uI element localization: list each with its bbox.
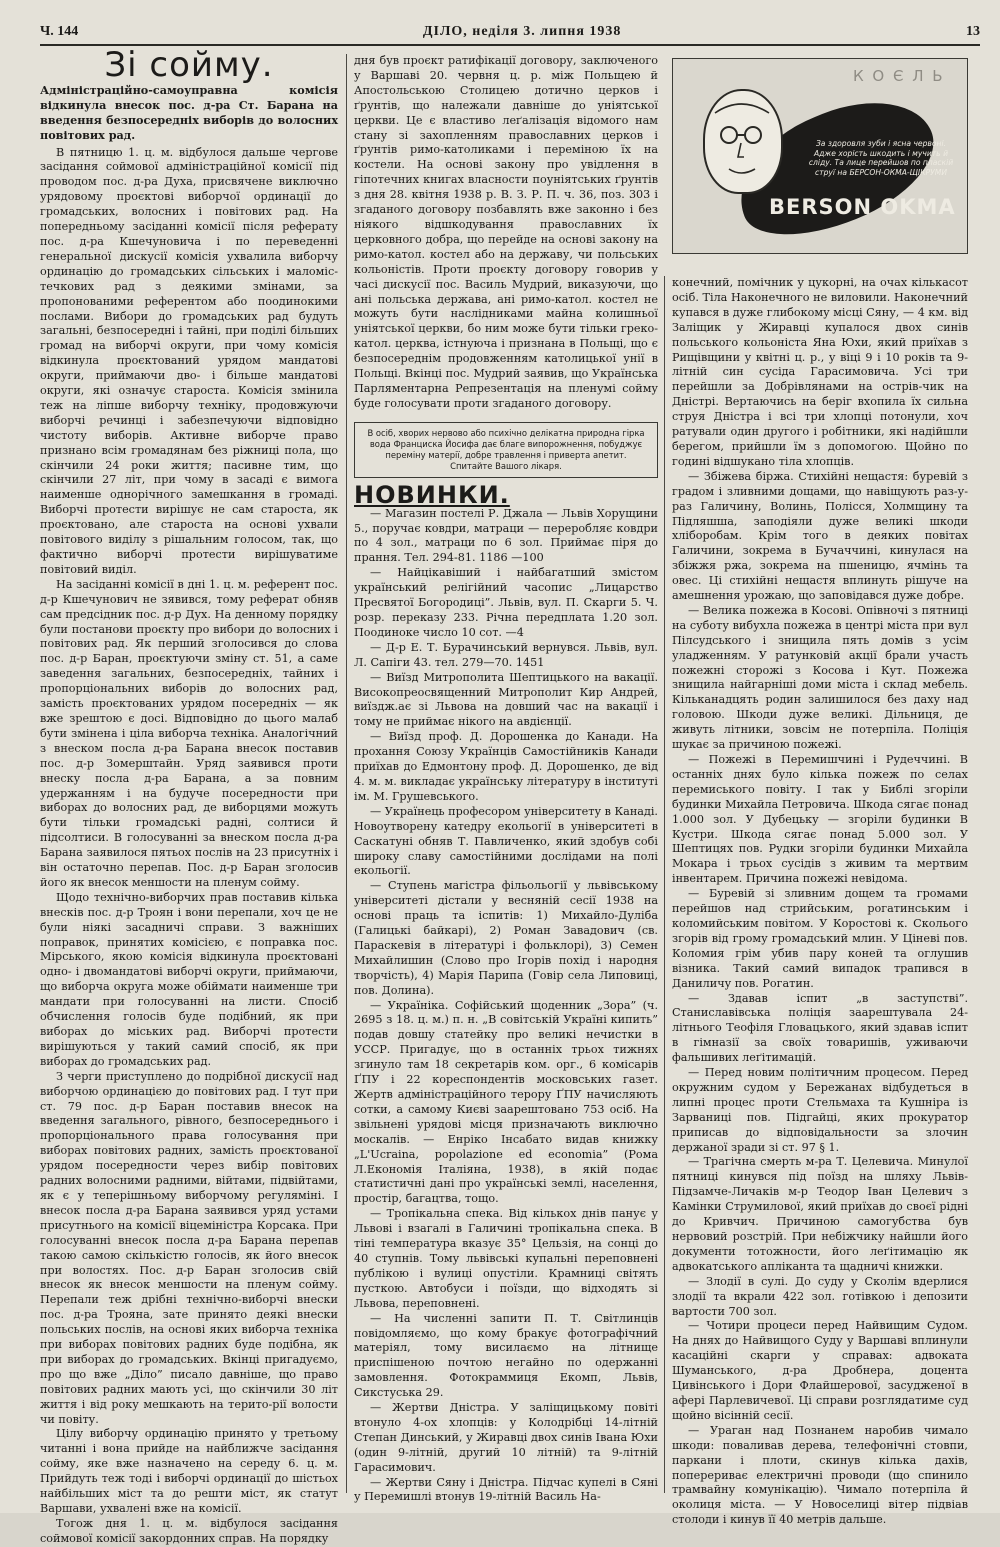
column-rule xyxy=(346,54,347,1493)
news-item: — Трагічна смерть м-ра Т. Целевича. Минулої пятниці кинувся під поїзд на шляху Львів-Підзамче-Личаків м-р Теодор Іван Целевич з Камінки Струмилової, який приїхав до своєї рідні до Кривчич. Причиною самогубства був нервовий розстрій. При небіжчику найшли його документи тотожности, його леґітимацію як адвокатського апліканта та щадничі книжки. xyxy=(672,1155,968,1273)
news-item: — Виїзд Митрополита Шептицького на вакації. Високопреосвященний Митрополит Кир Андрей, виїздж.ає зі Львова на довший час на вакації і тому не приймає нікого на авдієнції. xyxy=(354,670,658,729)
news-item: — Виїзд проф. Д. Дорошенка до Канади. На прохання Союзу Українців Самостійників Канади приїхав до Едмонтону проф. Д. Дорошенко, де від 4. м. м. викладає українську літературу в інституті ім. М. Грушевського. xyxy=(354,730,658,803)
sejm-paragraph: З черги приступлено до подрібної дискусії над виборчою ординацією до повітових рад. І тут при ст. 79 пос. д-р Баран поставив внесок на введення загального, рівного, безпосереднього і пропорціонального права голосування при виборах повітових радних, замість проєктованої урядом посередности через вибір повітових радних волосними радними, війтами, підвійтами, як є у теперішньому виборчому регуляміні. І внесок посла д-ра Барана заявився уряд устами присутнього на комісії віцеміністра Корсака. При голосуванні внесок посла д-ра Барана перепав такою самою скількістю голосів, як його внесок при волостях. Пос. д-р Баран зголосив свій внесок як внесок меншости на пленум сойму. Перепали теж дрібні технічно-виборчі внески пос. д-ра Трояна, зате принято деякі внески польських послів, на основі яких виборча техніка при виборах повітових радних буде подібна, як при виборах до громадських. Вкінці пригадуємо, про що вже „Діло” писало давніше, що право повітових радних мають усі, що скінчили 30 літ життя і від року мешкають на терито-рії волости чи повіту. xyxy=(40,1069,338,1426)
sejm-paragraph: Цілу виборчу ординацію принято у третьому читанні і вона прийде на найближче засідання сойму, яке вже назначено на середу 6. ц. м. Прийдуть теж тоді і виборчі ординації до шістьох найбільших міст та до решти міст, як статут Варшави, ухвалені вже на комісії. xyxy=(40,1427,338,1515)
berson-okma-advert xyxy=(672,58,968,254)
masthead-title-date: ДІЛО, неділя 3. липня 1938 xyxy=(422,24,622,39)
news-item: — Жертви Дністра. У заліщицькому повіті втонуло 4-ох хлопців: у Колодрібці 14-літній Степан Динський, у Жиравці двох синів Івана Юхи (один 9-літній, другий 10 літній) та 9-літній Гарасимович. xyxy=(354,1401,658,1474)
column-middle xyxy=(354,54,658,1504)
man-face-illustration xyxy=(703,89,783,194)
news-item: — Здавав іспит „в заступстві”. Станиславівська поліція заарештувала 24-літнього Теофіля Гловацького, який здавав іспит в гімназії за своїх товаришів, уживаючи фальшивих леґітимацій. xyxy=(672,991,968,1065)
news-item: — Д-р Е. Т. Бурачинський вернувся. Львів, вул. Л. Сапіги 43. тел. 279—70. 1451 xyxy=(354,640,658,669)
advert-ghost-text: К О Є Л Ь xyxy=(853,67,945,85)
news-item: — Найцікавіший і найбагатший змістом український релігійний часопис „Лицарство Пресвятої Богородиці”. Львів, вул. П. Скарги 5. Ч. розр. переказу 233. Річна передплата 1.20 зол. Поодиноке число 10 сот. —4 xyxy=(354,566,658,639)
news-item: конечний, помічник у цукорні, на очах кількасот осіб. Тіла Наконечного не виловили. Наконечний купався в дуже глибокому місці Сяну, — 4 км. від Заліщик у Жиравці купалося двох синів польського кольоніста Яна Юхи, який приїхав з Рищівщини у квітні ц. р., у віці 9 і 10 років та 9-літній син сусіда Гарасимовича. Усі три перейшли за Добрівлянами на острів-чик на Дністрі. Вертаючись на беріг вхопила їх сильна струя Дністра і всі три хлопці потонули, хоч ратували один другого і робітники, які надійшли берегом, прийшли їм з допомогою. Щойно по годині відшукано тіла хлопців. xyxy=(672,276,968,468)
sejm-paragraph: На засіданні комісії в дні 1. ц. м. референт пос. д-р Кшечунович не зявився, тому реферат обняв сам предсідник пос. д-р Дух. На денному порядку були постанови проєкту про вибори до волосних і повітових рад. Як перший зголосився до слова пос. д-р Баран, проєктуючи зміну ст. 51, а саме заведення загальних, безпосередніх, тайних і пропорціональних виборів до волосних рад, замість проєктованих урядом посередніх — як вже зрештою є досі. Відповідно до цього малаб бути змінена і ціла виборча техніка. Аналогічний з внеском посла д-ра Барана внесок поставив пос. д-р Зомерштайн. Уряд заявився проти внеску посла д-ра Барана, а за повним удержанням і на будуче посередности при виборах до волосних рад, де виборцями можуть бути тільки громадські радні, солтиси й підсолтиси. В голосуванні за внеском посла д-ра Барана заявилося пятьох послів на 23 присутніх і він остаточно перепав. Пос. д-р Баран зголосив його як внесок меншости на пленум сойму. xyxy=(40,577,338,889)
news-item: — Чотири процеси перед Найвищим Судом. На днях до Найвищого Суду у Варшаві вплинули касаційні скарги у справах: адвоката Шуманського, д-ра Дробнера, доцента Цивінського і Дори Флайшерової, засудженої в афері Парлевичевої. Ці справи розглядатиме суд щойно вісінній сесії. xyxy=(672,1319,968,1422)
sejm-paragraph: Тогож дня 1. ц. м. відбулося засідання соймової комісії закордонних справ. На порядку xyxy=(40,1516,338,1545)
column-rule xyxy=(664,276,665,1493)
news-item: — Магазин постелі Р. Джала — Львів Хорущини 5., поручає ковдри, матраци — переробляє ковдри по 4 зол., матраци по 6 зол. Приймає піря до прання. Тел. 294-81. 1186 —100 xyxy=(354,506,658,565)
advert-slogan: За здоровля зуби і ясна червоні. Адже хорість шкодить і мучить й сліду. Та лице перейшов по пласкій струї на БЕРСОН-ОКМА-ЩІКРУМИ xyxy=(808,139,954,177)
mineral-water-notice: В осіб, хворих нервово або психічно делікатна природна гірка вода Франциска Йосифа дає благе випорожнення, побуджує переміну матерії, добре травлення і приверта апетит. Спитайте Вашого лікаря. xyxy=(354,422,658,478)
advert-brand: BERSON OKMA xyxy=(769,195,956,219)
sejm-headline: Зі сойму. xyxy=(104,45,274,85)
news-item: — На численні запити П. Т. Світлинців повідомляємо, що кому бракує фотографічний матеріял, тому висилаємо на літнище приспішеною почтою негайно по одержанні замовлення. Фотокраммиця Екомп, Львів, Сикстуська 29. xyxy=(354,1311,658,1400)
news-item: — Злодії в сулі. До суду у Сколім вдерлися злодії та вкрали 422 зол. готівкою і депозити вартости 700 зол. xyxy=(672,1274,968,1318)
news-headline: НОВИНКИ. xyxy=(354,480,510,509)
column-right xyxy=(672,276,968,1527)
news-item: — Ступень магістра фільольогії у львівському університеті дістали у весняній сесії 1938 на основі праць та іспитів: 1) Михайло-Дуліба (Галицькі байкарі), 2) Роман Завадович (св. Параскевія в літературі і фольклорі), 3) Семен Михайлишин (Слово про Ігорів похід і народня творчість), 4) Марія Парипа (Говір села Липовиці, пов. Долина). xyxy=(354,879,658,997)
column-sejm xyxy=(40,45,338,1545)
news-item: — Українець професором університету в Канаді. Новоутворену катедру екольогії в університеті в Саскатуні обняв Т. Павличенко, який здобув собі широку славу самостійними дослідами на полі екольогії. xyxy=(354,804,658,878)
news-item: — Тропікальна спека. Від кількох днів панує у Львові і взагалі в Галичині тропікальна спека. В тіні температура вказує 35° Цельзія, на сонці до 40 ступнів. Тому львівські купальні переповнені публікою і вулиці опустіли. Крамниці світять пусткою. Автобуси і поїзди, що відходять зі Львова, переповнені. xyxy=(354,1207,658,1310)
issue-number: Ч. 144 xyxy=(40,24,79,39)
news-item: — Перед новим політичним процесом. Перед окружним судом у Бережанах відбудеться в липні процес проти Стельмаха та Кушніра із Зарваниці пов. Підгайці, яких прокуратор приписав до відповідальности за злочин держаної зради зі ст. 97 § 1. xyxy=(672,1066,968,1154)
sejm-continuation: дня був проєкт ратифікації договору, заключеного у Варшаві 20. червня ц. р. між Польщею й Апостольською Столицею дотично церков і ґрунтів, що належали давніше до уніятської церкви. Це є властиво леґалізація відомого нам стану зі захопленням православних церков і ґрунтів римо-католиками і переміною їх на костели. На основі закону про увідлення в гіпотечних книгах власности поуніятських ґрунтів з дня 28. квітня 1938 р. В. З. Р. П. ч. 36, поз. 303 і згаданого договору позбавлять вже законно і без ніякого відшкодування православних їх церковного добра, що перейде на основі закону на римо-катол. костел або на державу, чи польських кольоністів. Проти проєкту договору говорив у часі дискусії пос. Василь Мудрий, виказуючи, що ані польська держава, ані римо-катол. костел не можуть бути наслідниками майна колишньої уніятської церкви, бо ним може бути тільки греко-катол. церква, істнуюча і признана в Польщі, що є безпосереднім продовженням католицької унії в Польщі. Вкінці пос. Мудрий заявив, що Українська Парляментарна Репрезентація на пленумі сойму буде голосувати проти згаданого договору. xyxy=(354,54,658,410)
news-item: — Пожежі в Перемишчині і Рудеччині. В останніх днях було кілька пожеж по селах перемиського повіту. І так у Библі згоріли будинки Михайла Петровича. Шкода сягає понад 1.000 зол. У Дубецьку — згоріли будинки В Кустри. Шкода сягає понад 5.000 зол. У Шептицях пов. Рудки згоріли будинки Михайла Мокара і трьох сусідів з живим та мертвим інвентарем. Причина пожежі невідома. xyxy=(672,753,968,886)
news-item: — Україніка. Софійський щоденник „Зора” (ч. 2695 з 18. ц. м.) п. н. „В совітській Україні кипить” подав довшу статейку про великі нечистки в УССР. Пригадує, що в останніх трьох тижнях згинуло там 18 секретарів ком. орг., 6 комісарів ҐПУ і 22 кореспондентів московських газет. Жертв адміністраційного терору ҐПУ начисляють сотки, а самому Києві заарештовано 753 осіб. На звільнені урядові місця призначають виключно москалів. — Енріко Інсабато видав книжку „L'Ucraina, popolazione ed economia” (Рома Л.Економія Італіяна, 1938), в якій подає статистичні дані про українські землі, населення, простір, багацтва, тощо. xyxy=(354,998,658,1206)
news-item: — Буревій зі зливним дощем та громами перейшов над стрийським, рогатинським і коломийським повітом. У Коростові к. Сколього згорів від грому громадський млин. У Ціневі пов. Коломия грім убив пару коней та оглушив візника. Такий самий випадок трапився в Даниличу пов. Рогатин. xyxy=(672,887,968,990)
masthead xyxy=(40,20,980,46)
sejm-paragraph: В пятницю 1. ц. м. відбулося дальше чергове засідання соймової адміністраційної комісії під проводом пос. д-ра Духа, присвячене виключно урядовому проєктові виборчої ординації до громадських, волосних і повітових рад. На попередньому засіданні комісії після реферату пос. д-ра Кшечуновича і по переведенні генеральної дискусії комісія ухвалила виборчу ординацію до громадських сільських і маломіс-течкових рад з деякими змінами, за пропонованими референтом або поодинокими послами. Вибори до громадських рад будуть загальні, безпосередні і тайні, при поділі більших громад на виборчі округи, при чому комісія відкинула проєктований урядом мандатові округи, приймаючи дво- і більше мандатові округи, які означує староста. Комісія змінила теж на ліпше виборчу техніку, продовжуючи виборчі речинці і забезпечуючи відповідно чистоту виборів. Активне виборче право признано всім громадянам без ріжниці пола, що скінчили 24 роки життя; пасивне тим, що скінчили 27 літ, при чому в засаді є вимога наименше однорічного замешкання в громаді. Виборчі протести вирішує не сам староста, як проєктовано, але староста на основі ухвали повітового виділу з рішальним голосом, так, що фактично виборчі протести вирішуватиме повітовий виділ. xyxy=(40,145,338,576)
face-icon xyxy=(705,91,781,191)
page-number: 13 xyxy=(966,24,980,39)
news-item: — Збіжева біржа. Стихійні нещастя: буревій з градом і зливними дощами, що навіщують раз-у-раз Галичину, Волинь, Полісся, Холмщину та Підляшша, заподіяли дуже великі шкоди хліборобам. Крім того в деяких повітах Галичини, зокрема в Бучаччині, кинулася на збіжжя ржа, зокрема на пшеницю, ячмінь та овес. Ці стихійні нещастя вплинуть рішуче на амешнення урожаю, що заповідався дуже добре. xyxy=(672,469,968,603)
sejm-paragraph: Щодо технічно-виборчих прав поставив кілька внесків пос. д-р Троян і вони перепали, хоч це не були ніякі засадничі справи. З важніших поправок, принятих комісією, є поправка пос. Мірського, якою комісія відкинула проєктовані одно- і двомандатові виборчі округи, приймаючи, що виборча округа може обіймати наименше три мандати при голосуванні на листи. Спосіб обчислення голосів буде подібний, як при виборах до міських рад. Виборчі протести вирішуються у такий самий спосіб, як при виборах до громадських рад. xyxy=(40,890,338,1068)
news-item: — Ураган над Познанем наробив чимало шкоди: поваливав дерева, телефонічні стовпи, паркани і плоти, скинув кілька дахів, поперериває електричні проводи (що спинило трамвайну комунікацію). Чимало потерпіла й околиця міста. — У Новоселиці вітер підвіав столоди і кинув її 40 метрів дальше. xyxy=(672,1423,968,1527)
news-item: — Жертви Сяну і Дністра. Підчас купелі в Сяні у Перемишлі втонув 19-літній Василь На- xyxy=(354,1475,658,1504)
sejm-lead: Адміністраційно-самоуправна комісія відкинула внесок пос. д-ра Ст. Барана на введення безпосередніх виборів до волосних повітових рад. xyxy=(40,82,338,142)
news-item: — Велика пожежа в Косові. Опівночі з пятниці на суботу вибухла пожежа в центрі міста при вул Пілсудського і знищила пять домів з усім уладженням. У ратунковій акції брали участь пожежні сторожі з Косова і Кут. Пожежа знищила найгарніші доми міста і склад мебель. Кільканадцять родин залишилося без даху над головою. Шкоди дуже великі. Дільниця, де живуть літники, зовсім не потерпіла. Поліція шукає за причиною пожежі. xyxy=(672,603,968,752)
